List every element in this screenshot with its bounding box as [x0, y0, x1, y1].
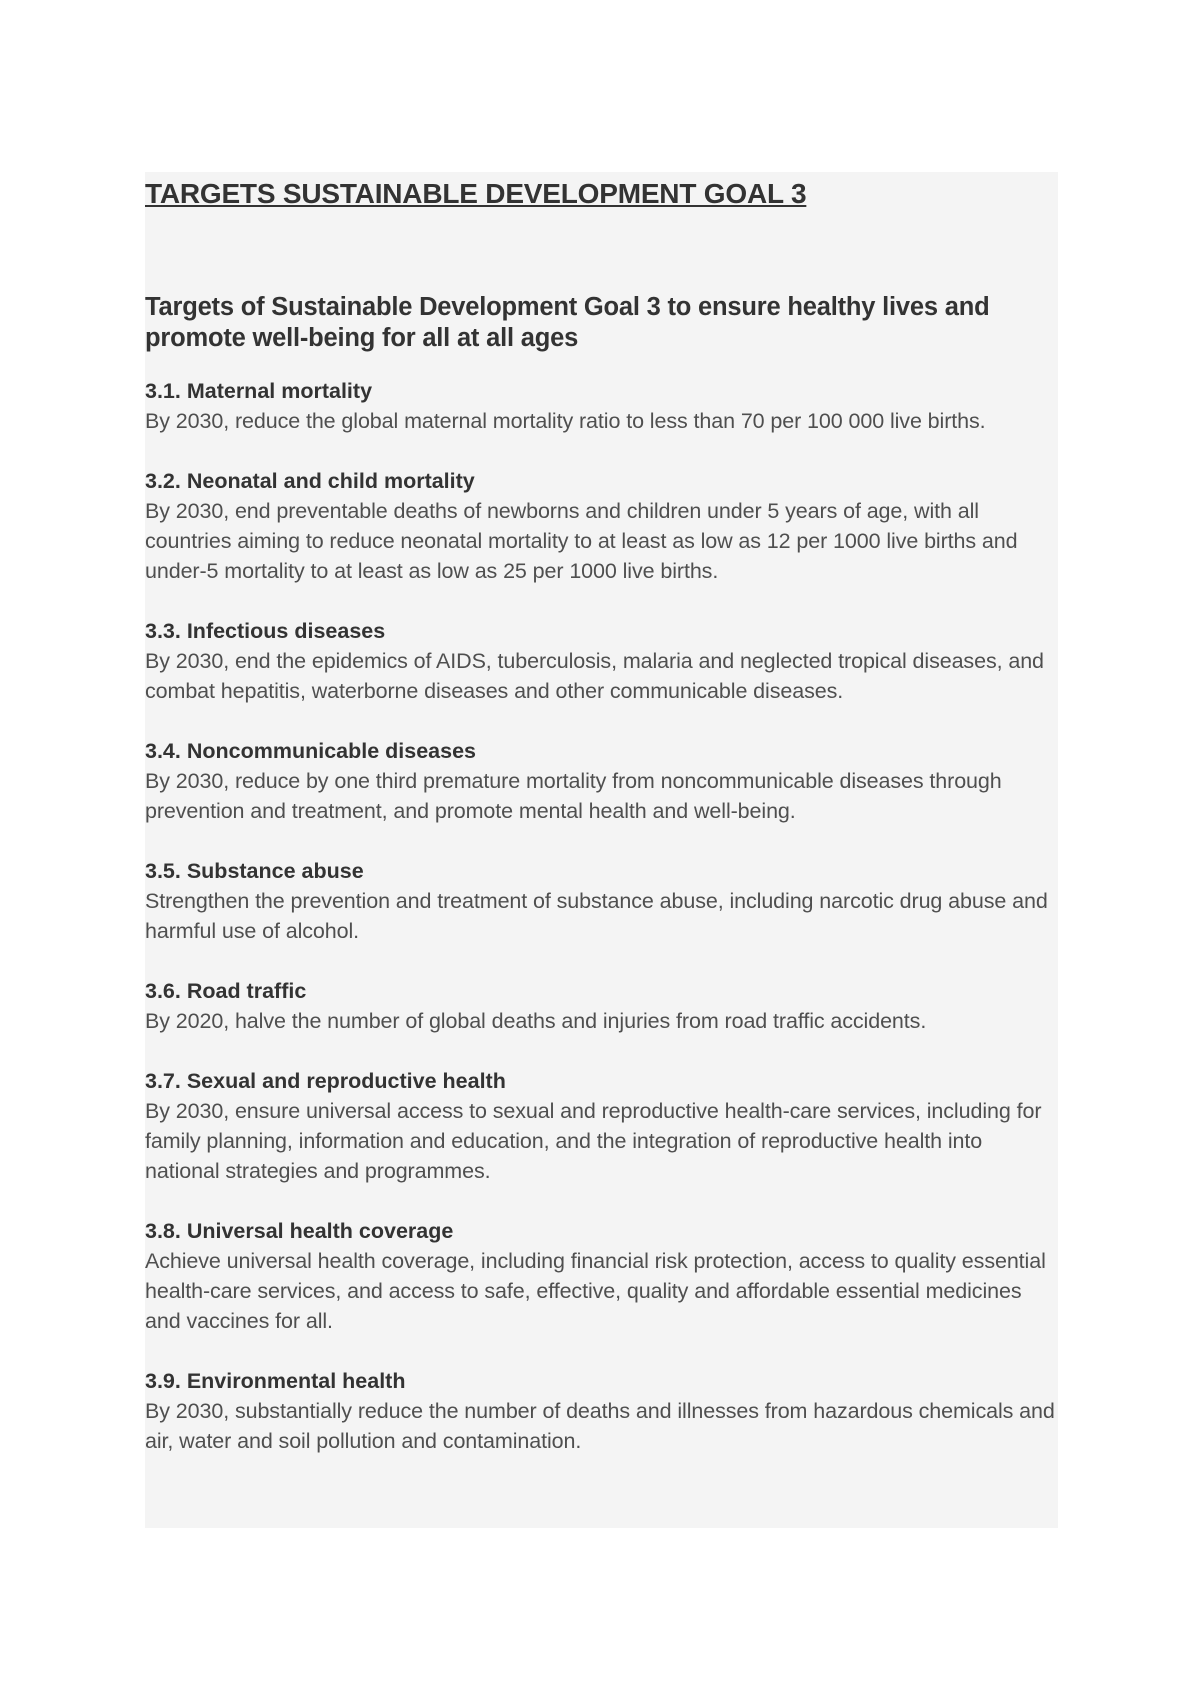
target-heading: 3.8. Universal health coverage	[145, 1219, 454, 1243]
target-heading: 3.7. Sexual and reproductive health	[145, 1069, 506, 1093]
target-3-5	[145, 856, 1058, 946]
target-3-1	[145, 376, 1058, 436]
target-text: By 2030, reduce the global maternal mortality ratio to less than 70 per 100 000 live births.	[145, 409, 986, 433]
target-text: Strengthen the prevention and treatment of substance abuse, including narcotic drug abuse and harmful use of alcohol.	[145, 889, 1048, 943]
target-heading: 3.4. Noncommunicable diseases	[145, 739, 476, 763]
target-heading: 3.1. Maternal mortality	[145, 379, 373, 403]
target-text: By 2020, halve the number of global deaths and injuries from road traffic accidents.	[145, 1009, 927, 1033]
target-3-2	[145, 466, 1058, 586]
document-content	[145, 172, 1058, 1486]
target-text: By 2030, end preventable deaths of newborns and children under 5 years of age, with all countries aiming to reduce neonatal mortality to at least as low as 12 per 1000 live births and under-5 mortality to at least as low as 25 per 1000 live births.	[145, 499, 1018, 583]
target-3-3	[145, 616, 1058, 706]
target-heading: 3.9. Environmental health	[145, 1369, 406, 1393]
target-heading: 3.3. Infectious diseases	[145, 619, 386, 643]
target-3-4	[145, 736, 1058, 826]
document-subtitle: Targets of Sustainable Development Goal 3 to ensure healthy lives and promote well-being for all at all ages	[145, 293, 990, 352]
document-title: TARGETS SUSTAINABLE DEVELOPMENT GOAL 3	[145, 178, 807, 209]
target-text: By 2030, end the epidemics of AIDS, tuberculosis, malaria and neglected tropical diseases, and combat hepatitis, waterborne diseases and other communicable diseases.	[145, 649, 1044, 703]
target-3-8	[145, 1216, 1058, 1336]
target-text: By 2030, reduce by one third premature mortality from noncommunicable diseases through prevention and treatment, and promote mental health and well-being.	[145, 769, 1002, 823]
targets-list	[145, 376, 1058, 1456]
target-text: Achieve universal health coverage, including financial risk protection, access to quality essential health-care services, and access to safe, effective, quality and affordable essential medicines and vaccines for all.	[145, 1249, 1046, 1333]
target-heading: 3.6. Road traffic	[145, 979, 307, 1003]
target-heading: 3.2. Neonatal and child mortality	[145, 469, 475, 493]
target-3-9	[145, 1366, 1058, 1456]
target-text: By 2030, ensure universal access to sexual and reproductive health-care services, including for family planning, information and education, and the integration of reproductive health into national strategies and programmes.	[145, 1099, 1042, 1183]
target-3-7	[145, 1066, 1058, 1186]
target-text: By 2030, substantially reduce the number of deaths and illnesses from hazardous chemicals and air, water and soil pollution and contamination.	[145, 1399, 1055, 1453]
target-heading: 3.5. Substance abuse	[145, 859, 364, 883]
target-3-6	[145, 976, 1058, 1036]
